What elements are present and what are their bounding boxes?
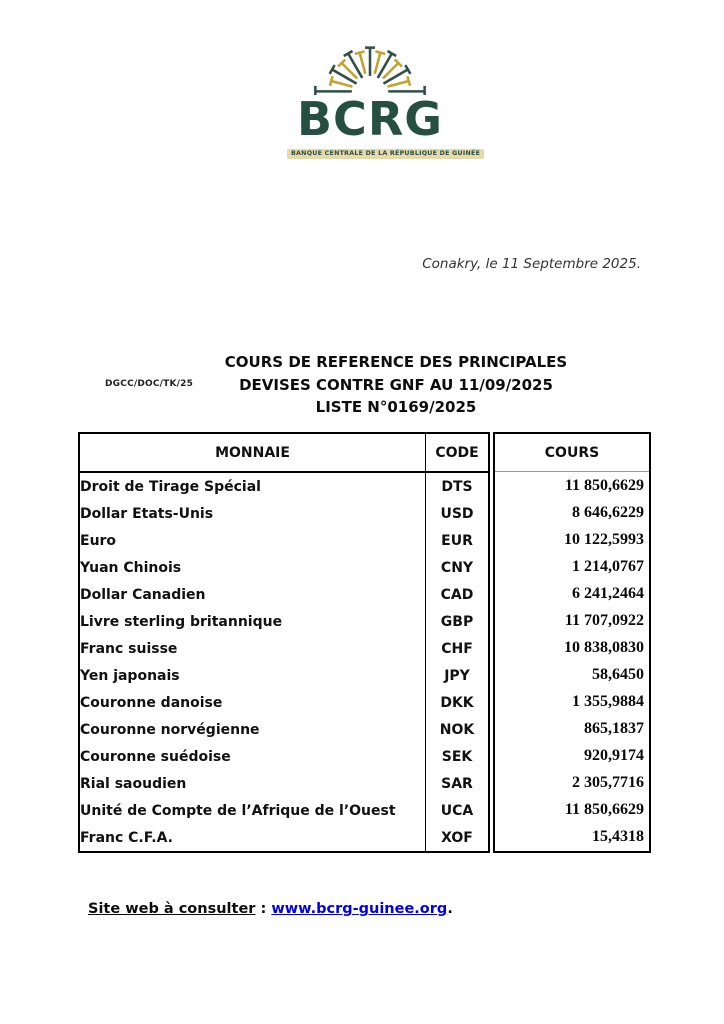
table-row <box>79 797 489 824</box>
rate-value: 2 305,7716 <box>572 774 644 791</box>
currency-name-cell: Dollar Etats-Unis <box>80 505 214 522</box>
currency-name-cell: Dollar Canadien <box>80 586 206 603</box>
table-row <box>79 500 489 527</box>
currency-code-cell: DTS <box>426 472 490 500</box>
rate-value: 58,6450 <box>592 666 644 683</box>
currency-code-table <box>78 432 490 853</box>
table-row <box>79 472 489 500</box>
currency-code-cell: CAD <box>426 581 490 608</box>
currency-name-cell: Yen japonais <box>80 667 180 684</box>
currency-name-cell: Yuan Chinois <box>80 559 182 576</box>
table-row <box>79 743 489 770</box>
currency-code-cell: UCA <box>426 797 490 824</box>
currency-name-cell: Couronne norvégienne <box>80 721 260 738</box>
currency-code-cell: NOK <box>426 716 490 743</box>
rate-value: 1 214,0767 <box>572 558 644 575</box>
table-row <box>79 716 489 743</box>
title-line-1: COURS DE REFERENCE DES PRINCIPALES <box>224 353 568 371</box>
currency-code-cell: USD <box>426 500 490 527</box>
footer <box>88 901 453 917</box>
column-header-monnaie: MONNAIE <box>79 433 426 472</box>
currency-name-cell: Unité de Compte de l’Afrique de l’Ouest <box>80 802 396 819</box>
table-row <box>79 770 489 797</box>
exchange-rates-table <box>78 432 651 853</box>
rate-value: 10 838,0830 <box>564 639 644 656</box>
website-link[interactable]: www.bcrg-guinee.org <box>271 901 448 917</box>
bcrg-sunburst-icon <box>295 44 445 95</box>
currency-name-cell: Couronne danoise <box>80 694 223 711</box>
currency-name-cell: Franc suisse <box>80 640 178 657</box>
currency-code-cell: SAR <box>426 770 490 797</box>
currency-code-cell: SEK <box>426 743 490 770</box>
table-row <box>79 581 489 608</box>
rate-value: 11 850,6629 <box>564 477 644 494</box>
table-row <box>79 527 489 554</box>
footer-separator: : <box>255 901 272 917</box>
rate-value: 10 122,5993 <box>564 531 644 548</box>
document-title <box>166 351 626 419</box>
currency-name-cell: Droit de Tirage Spécial <box>80 478 261 495</box>
rate-value: 865,1837 <box>584 720 644 737</box>
rates-column <box>493 432 651 853</box>
table-row <box>79 824 489 852</box>
logo-full-name: BANQUE CENTRALE DE LA RÉPUBLIQUE DE GUINÉE <box>287 149 484 159</box>
table-row <box>79 689 489 716</box>
title-line-2: DEVISES CONTRE GNF AU 11/09/2025 <box>239 375 553 394</box>
logo-acronym: BCRG <box>297 92 443 146</box>
table-row <box>79 662 489 689</box>
rate-value: 920,9174 <box>584 747 644 764</box>
table-row <box>79 635 489 662</box>
currency-name-cell: Franc C.F.A. <box>80 829 173 846</box>
currency-code-cell: GBP <box>426 608 490 635</box>
column-header-cours: COURS <box>495 434 649 472</box>
document-reference: DGCC/DOC/TK/25 <box>105 379 194 389</box>
currency-name-cell: Livre sterling britannique <box>80 613 283 630</box>
currency-name-cell: Rial saoudien <box>80 775 187 792</box>
currency-name-cell: Euro <box>80 532 117 549</box>
site-label: Site web à consulter <box>88 901 256 917</box>
rate-value: 8 646,6229 <box>572 504 644 521</box>
rate-value: 11 707,0922 <box>564 612 644 629</box>
rate-value: 11 850,6629 <box>564 801 644 818</box>
currency-code-cell: DKK <box>426 689 490 716</box>
currency-code-cell: EUR <box>426 527 490 554</box>
rate-value: 1 355,9884 <box>572 693 644 710</box>
currency-name-cell: Couronne suédoise <box>80 748 231 765</box>
rate-value: 15,4318 <box>592 828 644 845</box>
currency-code-cell: CNY <box>426 554 490 581</box>
rate-value: 6 241,2464 <box>572 585 644 602</box>
bcrg-logo <box>287 44 481 159</box>
currency-code-cell: JPY <box>426 662 490 689</box>
footer-period: . <box>447 901 453 917</box>
table-row <box>79 554 489 581</box>
currency-code-cell: CHF <box>426 635 490 662</box>
table-row <box>79 608 489 635</box>
date-line: Conakry, le 11 Septembre 2025. <box>422 256 641 272</box>
currency-code-cell: XOF <box>426 824 490 852</box>
column-header-code: CODE <box>426 433 490 472</box>
title-line-3: LISTE N°0169/2025 <box>315 398 477 416</box>
